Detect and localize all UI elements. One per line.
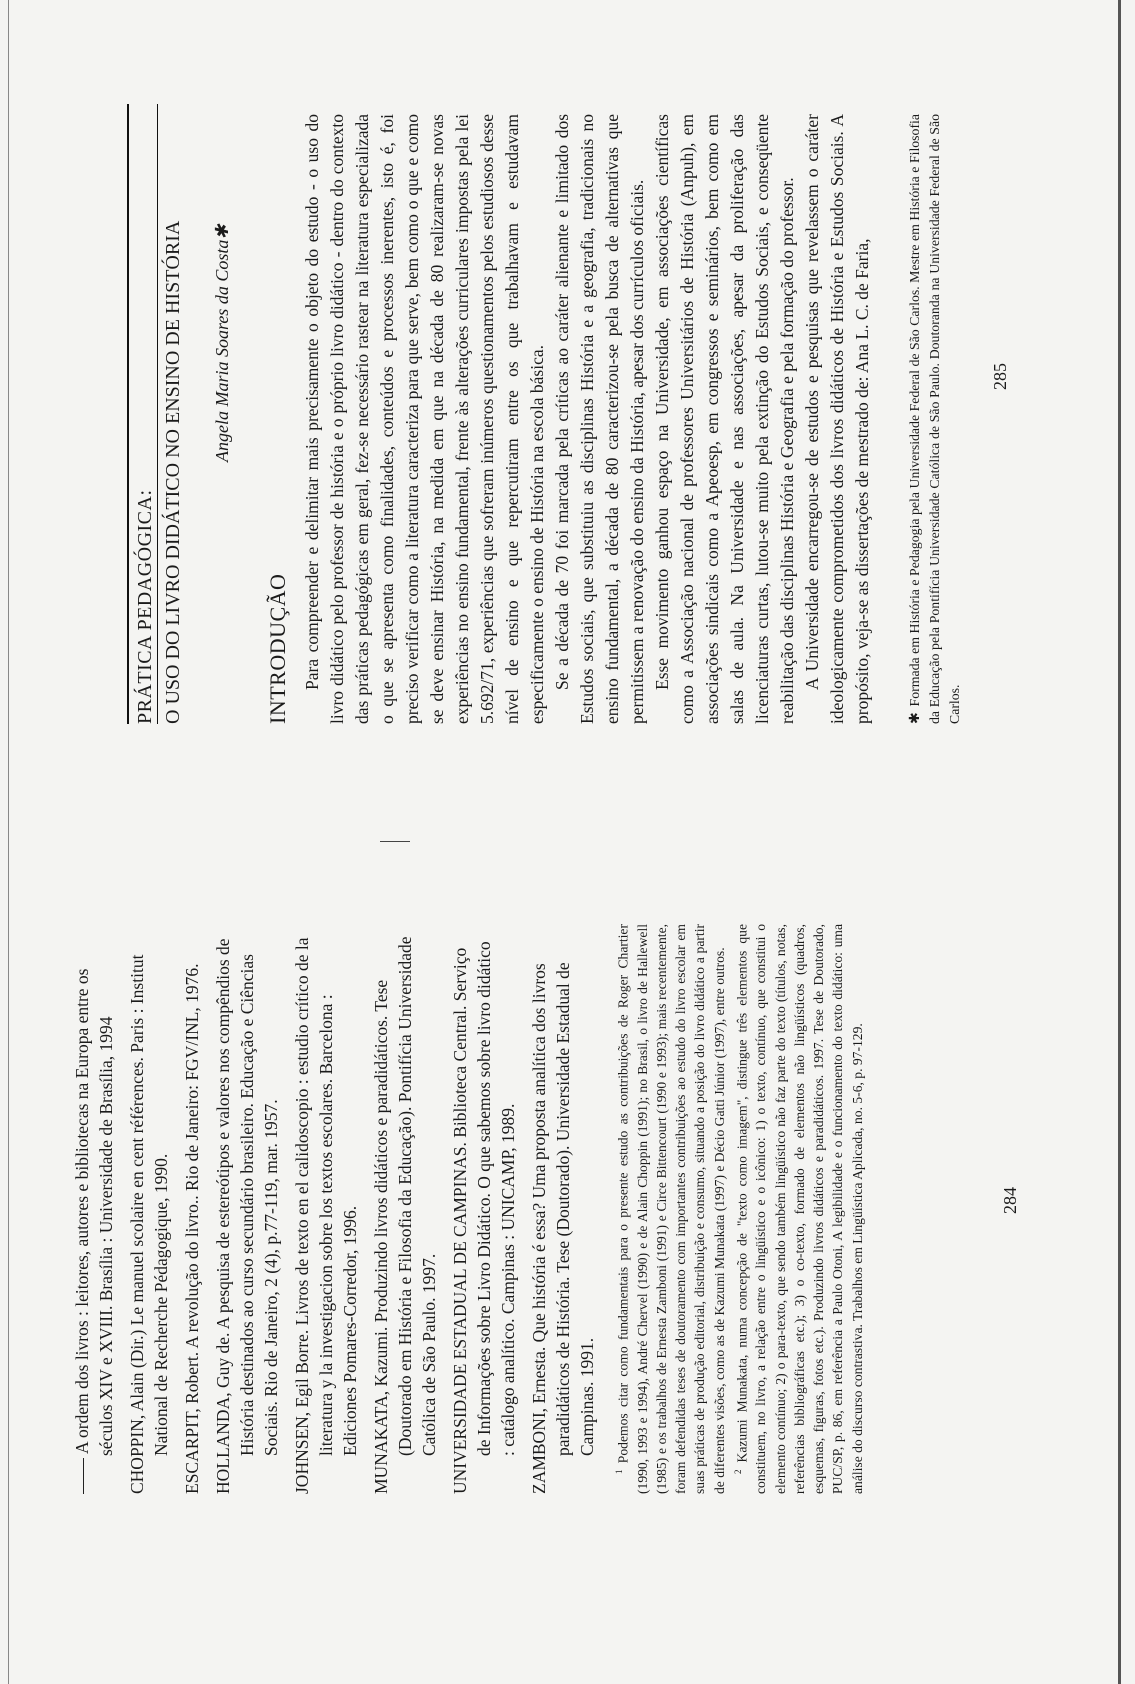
- reference-entry: [180, 934, 204, 1494]
- reference-author: HOLLANDA, Guy de.: [213, 1332, 233, 1494]
- author-footnote: [905, 114, 965, 724]
- reference-author: JOHNSEN, Egil Borre.: [292, 1329, 312, 1494]
- reference-text: A pesquisa de estereótipos e valores nos compêndios de História destinados ao curso secundário brasileiro. Educação e Ciências Sociais. Rio de Janeiro, 2 (4), p.77-119, mar. 1957.: [213, 938, 281, 1456]
- repeat-author-dash: [83, 1458, 84, 1494]
- paragraph: Se a década de 70 foi marcada pela críticas ao caráter alienante e limitado dos Estudos sociais, que substituiu as disciplinas História e a geografia, tradicionais no ensino fundamental, a década de 80 caracterizou-se pela busca de alternativas que permitissem a renovação do ensino da História, apesar dos currículos oficiais.: [552, 114, 647, 724]
- reference-author: ZAMBONI, Ernesta.: [529, 1346, 549, 1494]
- reference-entry: [125, 934, 173, 1494]
- header-rule: [127, 104, 129, 724]
- footnote-1: [610, 924, 729, 1494]
- reference-text: Biblioteca Central. Serviço de Informações sobre Livro Didático. O que sabemos sobre livro didático : catálogo analítico. Campinas : UNICAMP, 1989.: [450, 941, 518, 1456]
- footnote-text: Formada em História e Pedagogia pela Universidade Federal de São Carlos. Mestre em História e Filosofia da Educação pela Pontifícia Universidade Católica de São Paulo. Doutoranda na Universidade Federal de São Carlos.: [907, 114, 962, 724]
- reference-author: CHOPPIN, Alain (Dir.): [127, 1329, 147, 1494]
- reference-text: Le manuel scolaire en cent références. Paris : Institut National de Recherche Pédagogique, 1990.: [127, 954, 171, 1456]
- author-footnote-mark: ✱: [212, 224, 232, 240]
- article-header: [127, 84, 185, 724]
- section-label: PRÁTICA PEDAGÓGICA:: [134, 489, 156, 724]
- author-line: [212, 225, 233, 462]
- footnotes-left: [610, 924, 867, 1494]
- reference-entry: [369, 934, 441, 1494]
- reference-author: ESCARPIT, Robert.: [182, 1351, 202, 1494]
- footnote-marker: 2: [732, 1469, 743, 1474]
- left-page: [0, 842, 1135, 1684]
- article-title: O USO DO LIVRO DIDÁTICO NO ENSINO DE HISTÓRIA: [157, 104, 185, 724]
- reference-entry: [527, 934, 599, 1494]
- footnote-star-mark: ✱: [907, 712, 922, 724]
- reference-author: MUNAKATA, Kazumi.: [371, 1326, 391, 1494]
- reference-entry: [448, 934, 520, 1494]
- reference-text: A revolução do livro.. Rio de Janeiro: FGV/INL, 1976.: [182, 963, 202, 1352]
- reference-text: Que história é essa? Uma proposta analítica dos livros paradidáticos de História. Tese (Doutorado). Universidade Estadual de Campinas. 1991.: [529, 962, 597, 1456]
- footnote-2: [729, 924, 867, 1494]
- reference-entry: [290, 934, 362, 1494]
- intro-heading: INTRODUÇÃO: [265, 573, 290, 724]
- reference-entry: [211, 934, 283, 1494]
- article-body: [300, 114, 875, 724]
- author-name: Angela Maria Soares da Costa: [212, 239, 232, 462]
- reference-entry: [70, 934, 118, 1494]
- footnote-marker: 1: [614, 1469, 624, 1474]
- footnote-text: Podemos citar como fundamentais para o presente estudo as contribuições de Roger Chartier (1990, 1993 e 1994), André Chervel (1990) e de Alain Choppin (1991); no Brasil, o livro de Hallewell (1985) e os trabalhos de Ernesta Zamboni (1991) e Circe Bittencourt (1990 e 1993); mais recentemente, foram defendidas teses de doutoramento com importantes contribuições ao estudo do livro escolar em suas práticas de produção editorial, distribuição e consumo, situando a posição do livro didático a partir de diferentes visões, como as de Kazumi Munakata (1997) e Décio Gatti Júnior (1997), entre outros.: [615, 924, 727, 1494]
- reference-author: UNIVERSIDADE ESTADUAL DE CAMPINAS.: [450, 1142, 470, 1494]
- paragraph: Esse movimento ganhou espaço na Universidade, em associações científicas como a Associação nacional de professores Universitários de História (Anpuh), em associações sindicais como a Apeoesp, em congressos e seminários, bem como em salas de aula. Na Universidade e nas associações, apesar da proliferação das licenciaturas curtas, lutou-se muito pela extinção do Estudos Sociais, e conseqüente reabilitação das disciplinas História e Geografia e pela formação do professor.: [652, 114, 797, 724]
- page-number: 285: [990, 363, 1010, 390]
- paragraph: A Universidade encarregou-se de estudos e pesquisas que revelassem o caráter ideologicamente comprometidos dos livros didáticos de História e Estudos Sociais. A propósito, veja-se as dissertações de mestrado de: Ana L. C. de Faria,: [802, 114, 872, 724]
- page-number: 284: [1000, 1187, 1020, 1214]
- reference-text: A ordem dos livros : leitores, autores e bibliotecas na Europa entre os séculos XIV e XVIII. Brasília : Universidade de Brasília, 1994: [72, 968, 116, 1456]
- footnote-text: Kazumi Munakata, numa concepção de "texto como imagem", distingue três elementos que constituem, no livro, a relação entre o lingüístico e o icônico: 1) o texto, contínuo, que constitui o elemento contínuo; 2) o para-texto, que sendo também lingüístico não faz parte do texto (títulos, notas, referências bibliográficas etc.); 3) o co-texto, formado de elementos não lingüísticos (quadros, esquemas, figuras, fotos etc.). Produzindo livros didáticos e paradidáticos. 1997. Tese de Doutorado, PUC/SP, p. 86, em referência a Paulo Otoni, A legibilidade e o funcionamento do texto didático: uma análise do discurso contrastiva. Trabalhos em Lingüística Aplicada, no. 5-6, p. 97-129.: [734, 924, 865, 1494]
- reference-text: Livros de texto en el calidoscopio : estudio crítico de la literatura y la investigacion sobre los textos escolares. Barcelona : Ediciones Pomares-Corredor, 1996.: [292, 937, 360, 1456]
- reference-text: Produzindo livros didáticos e paradidáticos. Tese (Doutorado em História e Filosofia da Educação). Pontifícia Universidade Católica de São Paulo. 1997.: [371, 936, 439, 1456]
- bibliography: [70, 934, 606, 1494]
- paragraph: Para compreender e delimitar mais precisamente o objeto do estudo - o uso do livro didático pelo professor de história e o próprio livro didático - dentro do contexto das práticas pedagógicas em geral, fez-se necessário rastear na literatura especializada o que se apresenta como finalidades, conteúdos e processos inerentes, isto é, foi preciso verificar como a literatura caracteriza para que serve, bem como o que e como se deve ensinar História, na medida em que na década de 80 realizaram-se novas experiências no ensino fundamental, frente às alterações curriculares impostas pela lei 5.692/71, experiências que sofreram inúmeros questionamentos pelos estudiosos desse nível de ensino e que repercutiram entre os que trabalhavam e estudavam especificamente o ensino de História na escola básica.: [302, 114, 547, 724]
